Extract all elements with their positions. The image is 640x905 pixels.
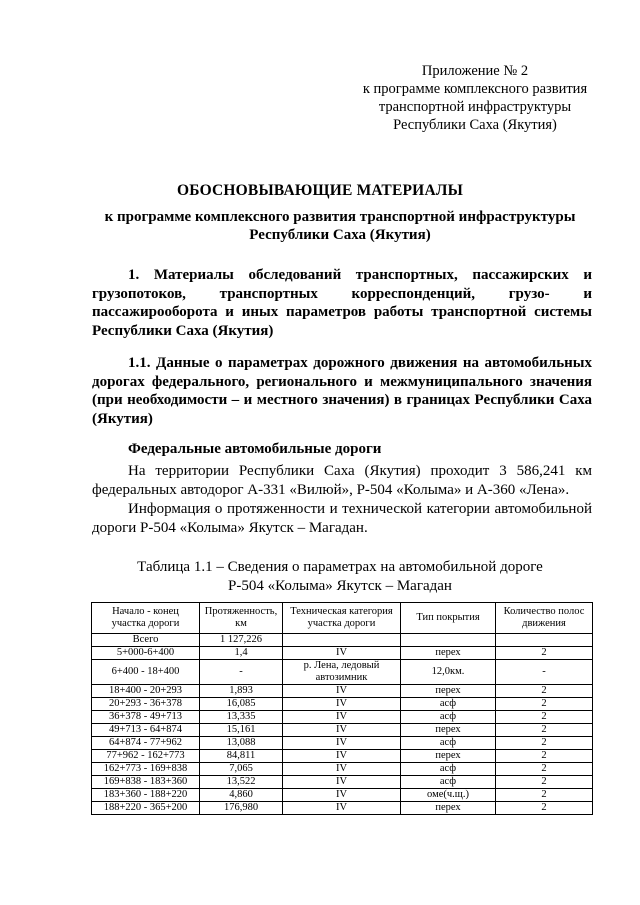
document-subtitle: к программе комплексного развития транспортной инфраструктуры Республики Саха (Якутия) [104,209,576,243]
table-cell: 77+962 - 162+773 [92,750,200,763]
federal-roads-heading: Федеральные автомобильные дороги [128,441,382,457]
table-cell: IV [283,685,401,698]
table-cell: 2 [496,776,593,789]
table-cell [401,634,496,647]
table-cell: IV [283,802,401,815]
table-cell: 188+220 - 365+200 [92,802,200,815]
table-cell: IV [283,647,401,660]
table-cell: 169+838 - 183+360 [92,776,200,789]
table-cell: 1,4 [200,647,283,660]
table-caption-line: Р-504 «Колыма» Якутск – Магадан [228,577,452,594]
table-cell: 13,522 [200,776,283,789]
appendix-line: Республики Саха (Якутия) [393,117,557,133]
table-cell: 7,065 [200,763,283,776]
table-header-row [92,603,593,634]
document-title: ОБОСНОВЫВАЮЩИЕ МАТЕРИАЛЫ [176,182,464,199]
table-row [92,634,593,647]
table-cell: 2 [496,763,593,776]
table-cell: 183+360 - 188+220 [92,789,200,802]
column-header: Тип покрытия [401,603,496,634]
table-cell: 5+000-6+400 [92,647,200,660]
table-cell: асф [401,763,496,776]
table-cell: 2 [496,737,593,750]
table-cell: 15,161 [200,724,283,737]
section-heading: 1. Материалы обследований транспортных, пассажирских и грузопотоков, транспортных корреспонденций, грузо- и пассажирооборота и иных параметров работы транспортной системы Республики Саха (Якутия) [92,267,592,339]
paragraph: Информация о протяженности и технической категории автомобильной дороги Р-504 «Колыма» Якутск – Магадан. [92,501,592,536]
table-cell: перех [401,724,496,737]
table-cell: - [200,660,283,685]
table-row [92,776,593,789]
table-cell: IV [283,763,401,776]
appendix-note [330,62,620,134]
table-row [92,698,593,711]
paragraph: На территории Республики Саха (Якутия) проходит 3 586,241 км федеральных автодорог А-331 «Вилюй», Р-504 «Колыма» и А-360 «Лена». [92,463,592,498]
table-cell: асф [401,698,496,711]
table-cell: 18+400 - 20+293 [92,685,200,698]
table-cell: 36+378 - 49+713 [92,711,200,724]
table-cell: 49+713 - 64+874 [92,724,200,737]
table-cell: 6+400 - 18+400 [92,660,200,685]
table-cell: IV [283,698,401,711]
table-cell: 2 [496,685,593,698]
table-row [92,737,593,750]
table-cell: - [496,660,593,685]
table-cell: оме(ч.щ.) [401,789,496,802]
table-cell [496,634,593,647]
table-cell: 2 [496,802,593,815]
table-cell: асф [401,711,496,724]
table-cell: 176,980 [200,802,283,815]
table-cell: 1,893 [200,685,283,698]
table-cell: перех [401,750,496,763]
table-cell: IV [283,737,401,750]
column-header: Техническая категория участка дороги [283,603,401,634]
table-cell: 2 [496,698,593,711]
table-cell: 13,088 [200,737,283,750]
table-cell: перех [401,802,496,815]
table-cell [283,634,401,647]
table-cell: р. Лена, ледовый автозимник [283,660,401,685]
table-cell: 16,085 [200,698,283,711]
table-cell: IV [283,724,401,737]
table-cell: IV [283,776,401,789]
table-cell: асф [401,776,496,789]
table-row [92,789,593,802]
table-cell: 20+293 - 36+378 [92,698,200,711]
subsection-heading: 1.1. Данные о параметрах дорожного движения на автомобильных дорогах федерального, регионального и межмуниципального значения (при необходимости – и местного значения) в границах Республики Саха (Якутия) [92,355,592,427]
table-cell: 64+874 - 77+962 [92,737,200,750]
table-row [92,647,593,660]
table-row [92,750,593,763]
table-row [92,660,593,685]
column-header: Начало - конец участка дороги [92,603,200,634]
table-cell: асф [401,737,496,750]
appendix-line: транспортной инфраструктуры [378,99,572,115]
table-cell: IV [283,789,401,802]
table-cell: 2 [496,711,593,724]
table-cell: 162+773 - 169+838 [92,763,200,776]
table-row [92,802,593,815]
table-cell: перех [401,647,496,660]
table-row [92,763,593,776]
table-cell: 12,0км. [401,660,496,685]
table-cell: IV [283,750,401,763]
table-caption [100,558,580,595]
table-row [92,685,593,698]
table-cell: 2 [496,750,593,763]
table-cell: 2 [496,724,593,737]
appendix-line: к программе комплексного развития [362,81,588,97]
table-row [92,724,593,737]
table-cell: 2 [496,789,593,802]
road-parameters-table [91,602,593,815]
table-cell: 4,860 [200,789,283,802]
column-header: Количество полос движения [496,603,593,634]
appendix-line: Приложение № 2 [421,63,529,79]
table-caption-line: Таблица 1.1 – Сведения о параметрах на автомобильной дороге [137,559,543,575]
table-cell: 2 [496,647,593,660]
table-row [92,711,593,724]
table-cell: Всего [92,634,200,647]
table-cell: IV [283,711,401,724]
table-cell: 1 127,226 [200,634,283,647]
table-cell: 84,811 [200,750,283,763]
column-header: Протяженность, км [200,603,283,634]
table-cell: 13,335 [200,711,283,724]
table-cell: перех [401,685,496,698]
